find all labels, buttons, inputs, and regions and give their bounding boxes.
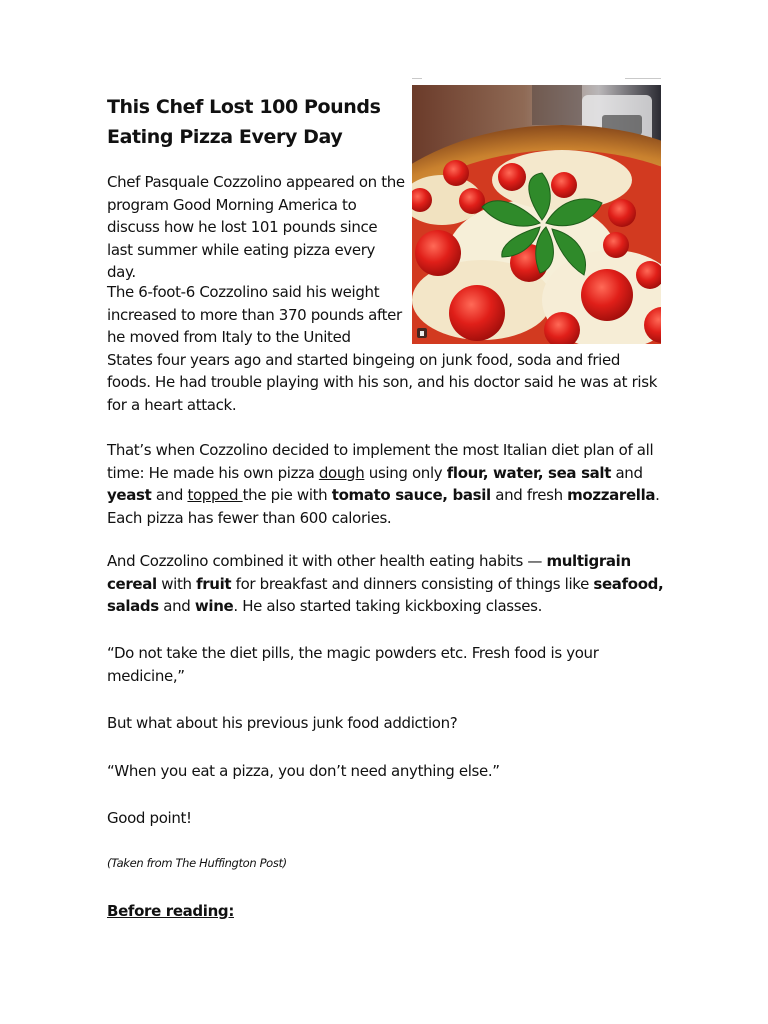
image-top-rule-right bbox=[625, 78, 661, 79]
text-span: and bbox=[611, 463, 643, 482]
text-span: and bbox=[151, 486, 188, 504]
bold-yeast: yeast bbox=[107, 486, 152, 504]
text-span: and bbox=[158, 597, 195, 615]
source-credit: (Taken from The Huffington Post) bbox=[107, 856, 287, 870]
bold-ingredients: flour, water, sea salt bbox=[446, 463, 612, 482]
bold-multigrain-cereal: multigrain cereal bbox=[107, 552, 631, 593]
bold-fruit: fruit bbox=[196, 574, 232, 593]
article-title bbox=[107, 92, 407, 152]
text-span: . Each pizza has fewer than 600 calories. bbox=[107, 486, 660, 527]
bold-wine: wine bbox=[194, 597, 234, 615]
text-span: and fresh bbox=[490, 486, 568, 504]
paragraph-weight bbox=[107, 281, 667, 416]
text-span: for breakfast and dinners consisting of things like bbox=[231, 574, 594, 593]
paragraph-habits bbox=[107, 550, 667, 618]
bold-toppings: tomato sauce, basil bbox=[331, 486, 491, 504]
text-span: . He also started taking kickboxing classes. bbox=[233, 597, 542, 615]
text-span: the pie with bbox=[242, 486, 332, 504]
bold-mozzarella: mozzarella bbox=[567, 486, 656, 504]
text-span: with bbox=[156, 574, 197, 593]
underlined-word-dough: dough bbox=[318, 463, 365, 482]
section-heading-before-reading: Before reading: bbox=[107, 902, 234, 920]
text-span: using only bbox=[364, 463, 447, 482]
title-line-1: This Chef Lost 100 Pounds bbox=[107, 96, 381, 118]
text-span: And Cozzolino combined it with other health eating habits — bbox=[107, 552, 547, 570]
paragraph-intro: Chef Pasquale Cozzolino appeared on the program Good Morning America to discuss how he lost 101 pounds since last summer while eating pizza every day. bbox=[107, 173, 405, 281]
underlined-word-topped: topped bbox=[187, 486, 243, 504]
title-line-2: Eating Pizza Every Day bbox=[107, 126, 343, 148]
paragraph-diet-plan bbox=[107, 439, 667, 529]
paragraph-question: But what about his previous junk food addiction? bbox=[107, 714, 458, 732]
paragraph-weight-part-2: States four years ago and started bingeing on junk food, soda and fried foods. He had trouble playing with his son, and his doctor said he was at risk for a heart attack. bbox=[107, 350, 658, 414]
paragraph-good-point: Good point! bbox=[107, 809, 192, 827]
image-top-rule-left bbox=[412, 78, 422, 79]
quote-fresh-food: “Do not take the diet pills, the magic powders etc. Fresh food is your medicine,” bbox=[107, 644, 599, 685]
paragraph-weight-part-1: The 6-foot-6 Cozzolino said his weight increased to more than 370 pounds after he moved from Italy to the United bbox=[107, 283, 402, 346]
text-span: That’s when Cozzolino decided to implement the most Italian diet plan of all time: He made his own pizza bbox=[107, 441, 654, 482]
quote-pizza: “When you eat a pizza, you don’t need anything else.” bbox=[107, 762, 500, 780]
bold-seafood-salads: seafood, salads bbox=[107, 574, 664, 615]
